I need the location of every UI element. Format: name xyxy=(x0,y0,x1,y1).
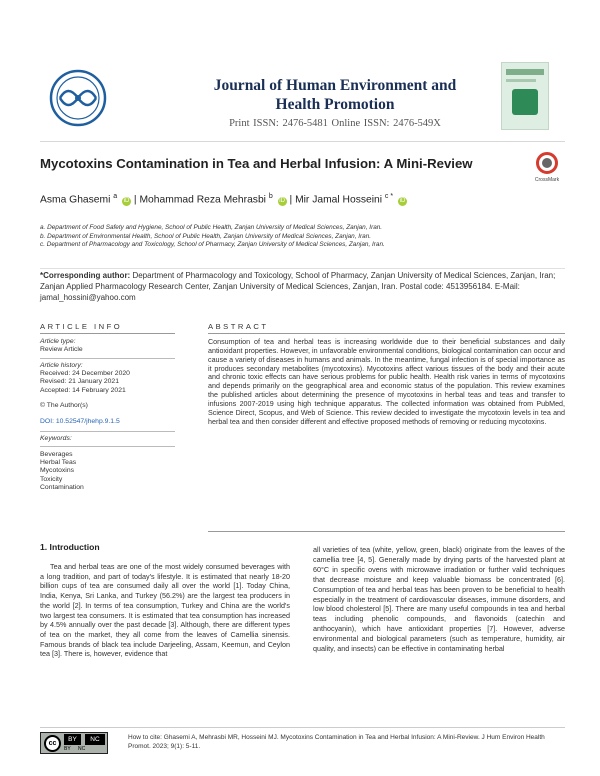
author-separator: | xyxy=(133,194,137,206)
affiliation-item: a. Department of Food Safety and Hygiene, School of Public Health, Zanjan University of Medical Sciences, Zanjan, Iran. xyxy=(40,224,383,231)
body-text-right-column: all varieties of tea (white, yellow, green, black) originate from the leaves of the camellia tree [4, 5]. Generally made by drying parts of the harvested plant at 60°C in specific ovens with microwave irradiation or further valid techniques that decrease moisture and keep valuable biomass be concentrated [6]. Consumption of tea and herbal teas has been proven to be beneficial to health especially in the treatment of cardiovascular diseases, immune disorders, and low blood cholesterol [5]. There are many useful compounds in tea and herbal teas including phenolic compounds, and flavonoids (catechin and anthocyanin), which have antioxidant properties [7]. However, adverse environmental and biological parameters (such as temperature, humidity, air quality, and insects) can be effective in contaminating herbal xyxy=(313,545,565,654)
article-title: Mycotoxins Contamination in Tea and Herbal Infusion: A Mini-Review xyxy=(40,156,473,171)
journal-issn: Print ISSN: 2476-5481 Online ISSN: 2476-549X xyxy=(229,118,441,129)
divider xyxy=(208,531,565,532)
copyright-text: © The Author(s) xyxy=(40,402,88,409)
author-affiliation-mark: a xyxy=(113,193,118,200)
section-heading-introduction: 1. Introduction xyxy=(40,542,100,552)
author-affiliation-mark: c * xyxy=(384,193,394,200)
article-history-label: Article history: xyxy=(40,362,83,369)
copyright-block xyxy=(40,402,175,410)
crossmark-label: CrossMark xyxy=(534,177,560,183)
corresponding-author-text: Department of Pharmacology and Toxicology, School of Pharmacy, Zanjan University of Medical Sciences, Zanjan, Iran; Zanjan Applied Pharmacology Research Center, Zanjan University of Medical Sciences, Zanjan, Iran. Postal code: 4513956184. E-Mail: jamal_hossini@yahoo.com xyxy=(40,271,556,302)
author-list xyxy=(40,193,560,206)
journal-name-line1: Journal of Human Environment and xyxy=(213,77,457,94)
author-name[interactable]: Asma Ghasemi xyxy=(40,194,111,206)
cc-icon: cc xyxy=(44,735,61,752)
keyword-item: Contamination xyxy=(40,483,84,491)
affiliation-item: b. Department of Environmental Health, School of Public Health, Zanjan University of Medical Sciences, Zanjan, Iran. xyxy=(40,232,372,240)
journal-name-line2: Health Promotion xyxy=(275,96,395,113)
body-text-left-column: Tea and herbal teas are one of the most widely consumed beverages with a long tradition, and part of today's lifestyle. It is estimated that nearly 18-20 billion cups of tea are consumed daily all over the world [1]. Today China, India, Kenya, Sri Lanka, and Turkey (56.2%) are the largest tea producers in the world [2]. In terms of tea consumption, Turkey and China are the world's two largest tea consumers. It is estimated that tea consumption has increased by 4.5% annually over the past decade [3]. Although, there are different types of tea on the market, they all come from the leaves of Camellia sinensis. Famous brands of black tea include Darjeeling, Assam, Keemun, and Ceylon tea [3]. There is, however, evidence that xyxy=(40,562,290,659)
author-name[interactable]: Mir Jamal Hosseini xyxy=(295,194,383,206)
article-type-value: Review Article xyxy=(40,346,83,354)
author-name[interactable]: Mohammad Reza Mehrasbi xyxy=(139,194,266,206)
article-type-block xyxy=(40,338,175,354)
journal-header xyxy=(40,62,565,142)
author-separator: | xyxy=(289,194,293,206)
author-affiliation-mark: b xyxy=(268,193,273,200)
keyword-item: Herbal Teas xyxy=(40,459,77,467)
received-date: Received: 24 December 2020 xyxy=(40,370,130,378)
cc-labels: BY NC xyxy=(64,746,86,752)
orcid-icon[interactable]: iD xyxy=(279,198,285,205)
corresponding-author xyxy=(40,268,565,303)
orcid-icon[interactable]: iD xyxy=(123,198,130,205)
article-info-heading: ARTICLE INFO xyxy=(40,322,123,331)
keywords-block xyxy=(40,435,175,443)
corresponding-author-label: *Corresponding author: xyxy=(40,271,131,280)
article-history-block xyxy=(40,362,175,395)
revised-date: Revised: 21 January 2021 xyxy=(40,378,119,386)
divider xyxy=(40,446,175,447)
journal-name xyxy=(190,76,480,114)
article-type-label: Article type: xyxy=(40,338,76,345)
journal-logo xyxy=(48,68,108,128)
journal-cover-thumbnail xyxy=(501,62,549,130)
doi-link[interactable]: DOI: 10.52547/jhehp.9.1.5 xyxy=(40,418,120,425)
crossmark-button[interactable] xyxy=(532,152,562,190)
citation-text: How to cite: Ghasemi A, Mehrasbi MR, Hosseini MJ. Mycotoxins Contamination in Tea and Herbal Infusion: A Mini-Review. J Hum Environ Health Promot. 2023; 9(1): 5-11. xyxy=(128,734,545,750)
affiliations xyxy=(40,224,565,250)
divider xyxy=(208,333,565,334)
keywords-label: Keywords: xyxy=(40,435,72,442)
cc-nc-icon: NC xyxy=(85,734,105,745)
divider xyxy=(40,431,175,432)
divider xyxy=(40,358,175,359)
keyword-list xyxy=(40,451,175,492)
cc-by-icon: BY xyxy=(64,734,81,745)
abstract-text: Consumption of tea and herbal teas is increasing worldwide due to their beneficial substances and daily antioxidant properties. However, in unfavorable environmental conditions, biological contamination can occur and cause a variety of diseases in humans and animals. In the meantime, fungal infection is of special importance as it produces secondary metabolites (mycotoxins). Mycotoxins affect various tissues of the body and their acute and chronic toxic effects can have serious problems for public health. Health risk varies in terms of mycotoxins and depends primarily on the geographical area and economic status of the population. This review examines the published articles about determining the presence of mycotoxins in herbal teas and teas and transfer to infusions 2007-2019 using high technique apparatus. The collected information was obtained from PubMed, Science Direct, Scopus, and Web of Science. This review decided to investigate the mycotoxin levels in tea and herbal tea and then consider different and effective proposed methods of removing or reducing mycotoxins. xyxy=(208,338,565,426)
keyword-item: Toxicity xyxy=(40,475,63,483)
affiliation-item: c. Department of Pharmacology and Toxicology, School of Pharmacy, Zanjan University of Medical Sciences, Zanjan, Iran. xyxy=(40,241,385,249)
keyword-item: Mycotoxins xyxy=(40,467,74,475)
divider xyxy=(40,333,175,334)
page-footer xyxy=(40,727,565,757)
orcid-icon[interactable]: iD xyxy=(399,198,406,205)
abstract-heading: ABSTRACT xyxy=(208,322,269,331)
cc-license-badge[interactable] xyxy=(40,732,108,754)
doi-block xyxy=(40,418,175,426)
accepted-date: Accepted: 14 February 2021 xyxy=(40,386,126,394)
keyword-item: Beverages xyxy=(40,451,73,458)
